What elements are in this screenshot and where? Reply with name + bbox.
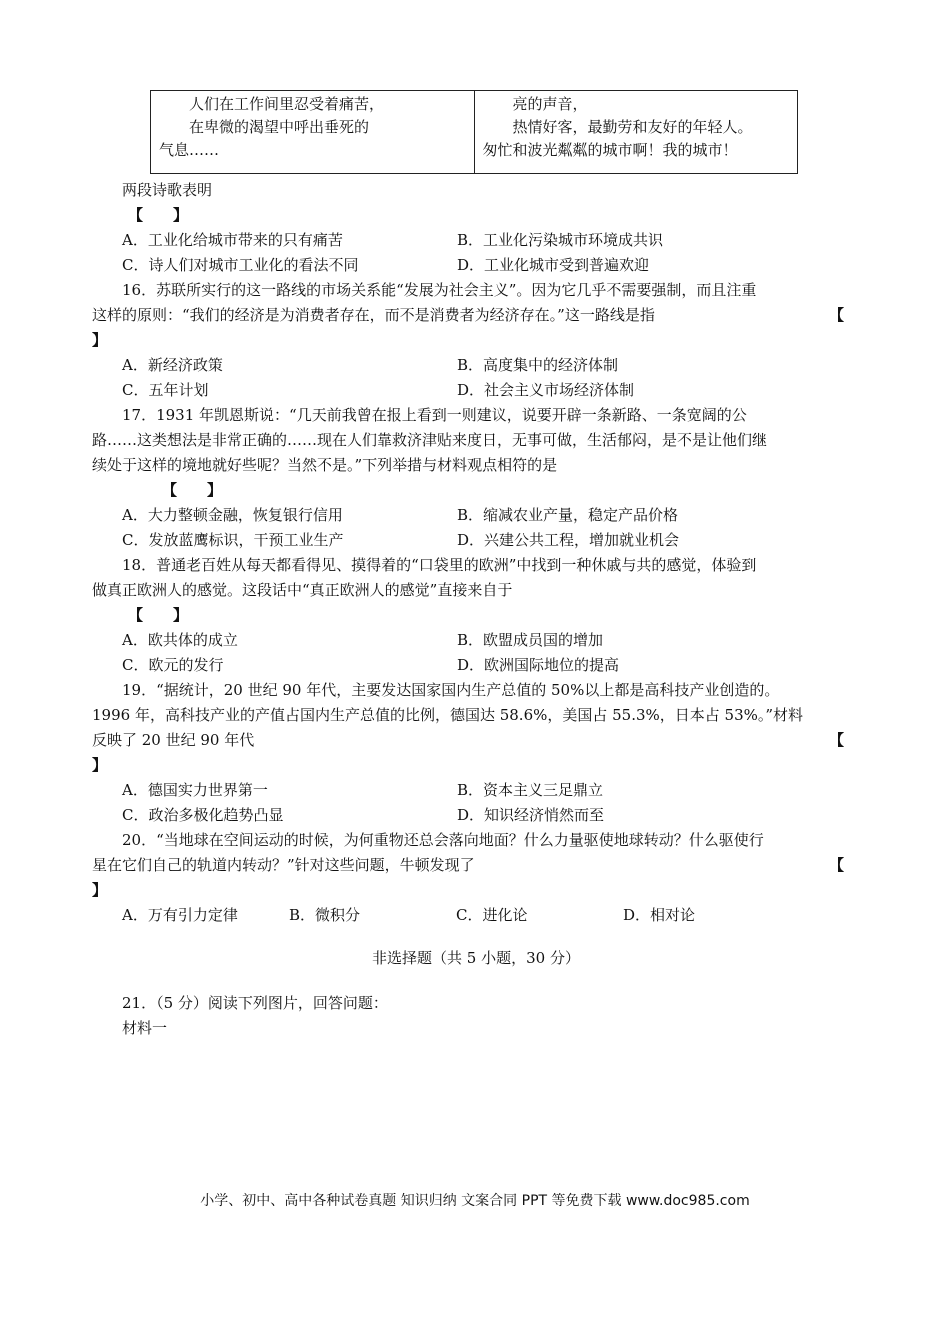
poem-right-cell: [475, 91, 798, 173]
option-d: D．知识经济悄然而至: [457, 806, 605, 824]
option-a: A．大力整顿金融，恢复银行信用: [122, 506, 343, 524]
poem-left-cell: [151, 91, 475, 173]
material-label: 材料一: [122, 1019, 168, 1037]
option-d: D．欧洲国际地位的提高: [457, 656, 620, 674]
option-row: [92, 628, 860, 653]
poem-line: 热情好客，最勤劳和友好的年轻人。: [512, 118, 753, 136]
footer-text: 小学、初中、高中各种试卷真题 知识归纳 文案合同 PPT 等免费下载 www.doc985.com: [200, 1193, 750, 1209]
option-row: [92, 503, 860, 528]
option-b: B．工业化污染城市环境成共识: [457, 231, 664, 249]
option-c: C．诗人们对城市工业化的看法不同: [122, 256, 359, 274]
option-c: C．欧元的发行: [122, 656, 224, 674]
question-18-line: 做真正欧洲人的感觉。这段话中“真正欧洲人的感觉”直接来自于: [92, 581, 513, 599]
question-19-line: 19．“据统计，20 世纪 90 年代，主要发达国家国内生产总值的 50%以上都是高科技产业创造的。: [122, 681, 780, 699]
question-17-line: 续处于这样的境地就好些呢？当然不是。”下列举措与材料观点相符的是: [92, 456, 558, 474]
question-19-text: 反映了 20 世纪 90 年代: [92, 731, 255, 749]
question-20-line: 20．“当地球在空间运动的时候，为何重物还总会落向地面？什么力量驱使地球转动？什么驱使行: [122, 831, 764, 849]
answer-bracket: 【 】: [128, 606, 189, 624]
option-row: [92, 228, 860, 253]
option-a: A．欧共体的成立: [122, 631, 238, 649]
questions: [92, 178, 860, 1041]
poem-table: [150, 90, 798, 174]
option-a: A．工业化给城市带来的只有痛苦: [122, 231, 343, 249]
question-16-line: 16．苏联所实行的这一路线的市场关系能“发展为社会主义”。因为它几乎不需要强制，而且注重: [122, 281, 757, 299]
answer-bracket-open: 【: [828, 306, 844, 324]
option-row: [92, 778, 860, 803]
question-21-stem: 21．（5 分）阅读下列图片，回答问题：: [122, 994, 388, 1012]
question-16-text: 这样的原则：“我们的经济是为消费者存在，而不是消费者为经济存在。”这一路线是指: [92, 306, 655, 324]
section-title: 非选择题（共 5 小题，30 分）: [372, 949, 580, 967]
option-row: [92, 353, 860, 378]
question-15-stem: 两段诗歌表明: [122, 181, 213, 199]
question-17-line: 路……这类想法是非常正确的……现在人们靠救济津贴来度日，无事可做，生活郁闷，是不是让他们继: [92, 431, 768, 449]
option-row: [92, 803, 860, 828]
option-c: C．进化论: [456, 906, 528, 924]
answer-bracket-open: 【: [828, 731, 844, 749]
question-19-line: 1996 年，高科技产业的产值占国内生产总值的比例，德国达 58.6%，美国占 55.3%，日本占 53%。”材料: [92, 706, 804, 724]
answer-bracket-close: 】: [92, 331, 108, 349]
option-a: A．万有引力定律: [122, 906, 238, 924]
question-20-text: 星在它们自己的轨道内转动？”针对这些问题，牛顿发现了: [92, 856, 475, 874]
option-b: B．高度集中的经济体制: [457, 356, 619, 374]
option-c: C．五年计划: [122, 381, 209, 399]
question-20-line: [92, 853, 860, 878]
answer-bracket: 【 】: [128, 206, 189, 224]
option-b: B．微积分: [289, 906, 361, 924]
option-row: [92, 378, 860, 403]
option-b: B．缩减农业产量，稳定产品价格: [457, 506, 679, 524]
answer-bracket-close: 】: [92, 756, 108, 774]
poem-line: 匆忙和波光粼粼的城市啊！我的城市！: [482, 141, 738, 159]
poem-line: 在卑微的渴望中呼出垂死的: [189, 118, 370, 136]
option-b: B．欧盟成员国的增加: [457, 631, 604, 649]
poem-line: 气息……: [159, 141, 220, 159]
question-19-line: [92, 728, 860, 753]
option-row: [92, 653, 860, 678]
question-18-line: 18．普通老百姓从每天都看得见、摸得着的“口袋里的欧洲”中找到一种休戚与共的感觉，体验到: [122, 556, 757, 574]
option-row: [92, 903, 860, 928]
answer-bracket-open: 【: [828, 856, 844, 874]
option-d: D．工业化城市受到普遍欢迎: [457, 256, 650, 274]
question-17-line: 17．1931 年凯恩斯说：“几天前我曾在报上看到一则建议，说要开辟一条新路、一条宽阔的公: [122, 406, 747, 424]
option-b: B．资本主义三足鼎立: [457, 781, 604, 799]
option-c: C．政治多极化趋势凸显: [122, 806, 284, 824]
option-c: C．发放蓝鹰标识，干预工业生产: [122, 531, 344, 549]
option-d: D．社会主义市场经济体制: [457, 381, 635, 399]
option-d: D．相对论: [623, 906, 696, 924]
option-a: A．新经济政策: [122, 356, 223, 374]
poem-line: 亮的声音，: [512, 95, 588, 113]
answer-bracket-close: 】: [92, 881, 108, 899]
poem-line: 人们在工作间里忍受着痛苦，: [189, 95, 385, 113]
answer-bracket: 【 】: [162, 481, 223, 499]
option-row: [92, 253, 860, 278]
option-row: [92, 528, 860, 553]
question-16-line: [92, 303, 860, 328]
option-d: D．兴建公共工程，增加就业机会: [457, 531, 680, 549]
option-a: A．德国实力世界第一: [122, 781, 268, 799]
